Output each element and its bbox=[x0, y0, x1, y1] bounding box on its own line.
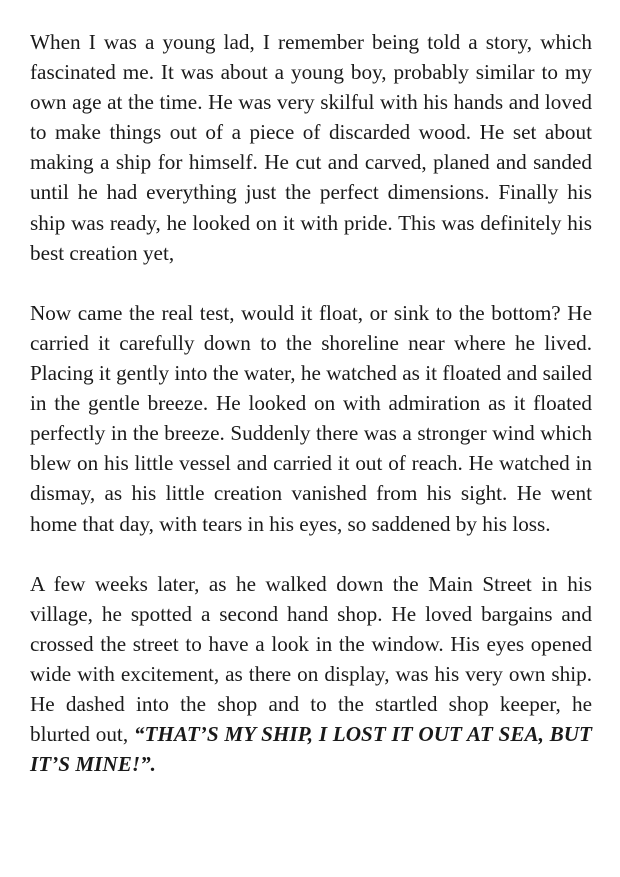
story-paragraph-3-text: A few weeks later, as he walked down the Main Street in his village, he spotted a second hand shop. He loved bargains and crossed the street to have a look in the window. His eyes opened wide with excitement, as there on display, was his very own ship. He dashed into the shop and to the startled shop keeper, he blurted out, bbox=[30, 571, 592, 747]
story-paragraph-1: When I was a young lad, I remember being told a story, which fascinated me. It was about a young boy, probably similar to my own age at the time. He was very skilful with his hands and loved to make things out of a piece of discarded wood. He set about making a ship for himself. He cut and carved, planed and sanded until he had everything just the perfect dimensions. Finally his ship was ready, he looked on it with pride. This was definitely his best creation yet, bbox=[30, 30, 592, 265]
story-page bbox=[30, 27, 592, 779]
ship-exclamation-quote: “THAT’S MY SHIP, I LOST IT OUT AT SEA, BUT IT’S MINE!”. bbox=[30, 722, 592, 777]
story-paragraph-3 bbox=[30, 569, 592, 780]
story-paragraph-2: Now came the real test, would it float, or sink to the bottom? He carried it carefully down to the shoreline near where he lived. Placing it gently into the water, he watched as it floated and sailed in the gentle breeze. He looked on with admiration as it floated perfectly in the breeze. Suddenly there was a stronger wind which blew on his little vessel and carried it out of reach. He watched in dismay, as his little creation vanished from his sight. He went home that day, with tears in his eyes, so saddened by his loss. bbox=[30, 300, 592, 536]
